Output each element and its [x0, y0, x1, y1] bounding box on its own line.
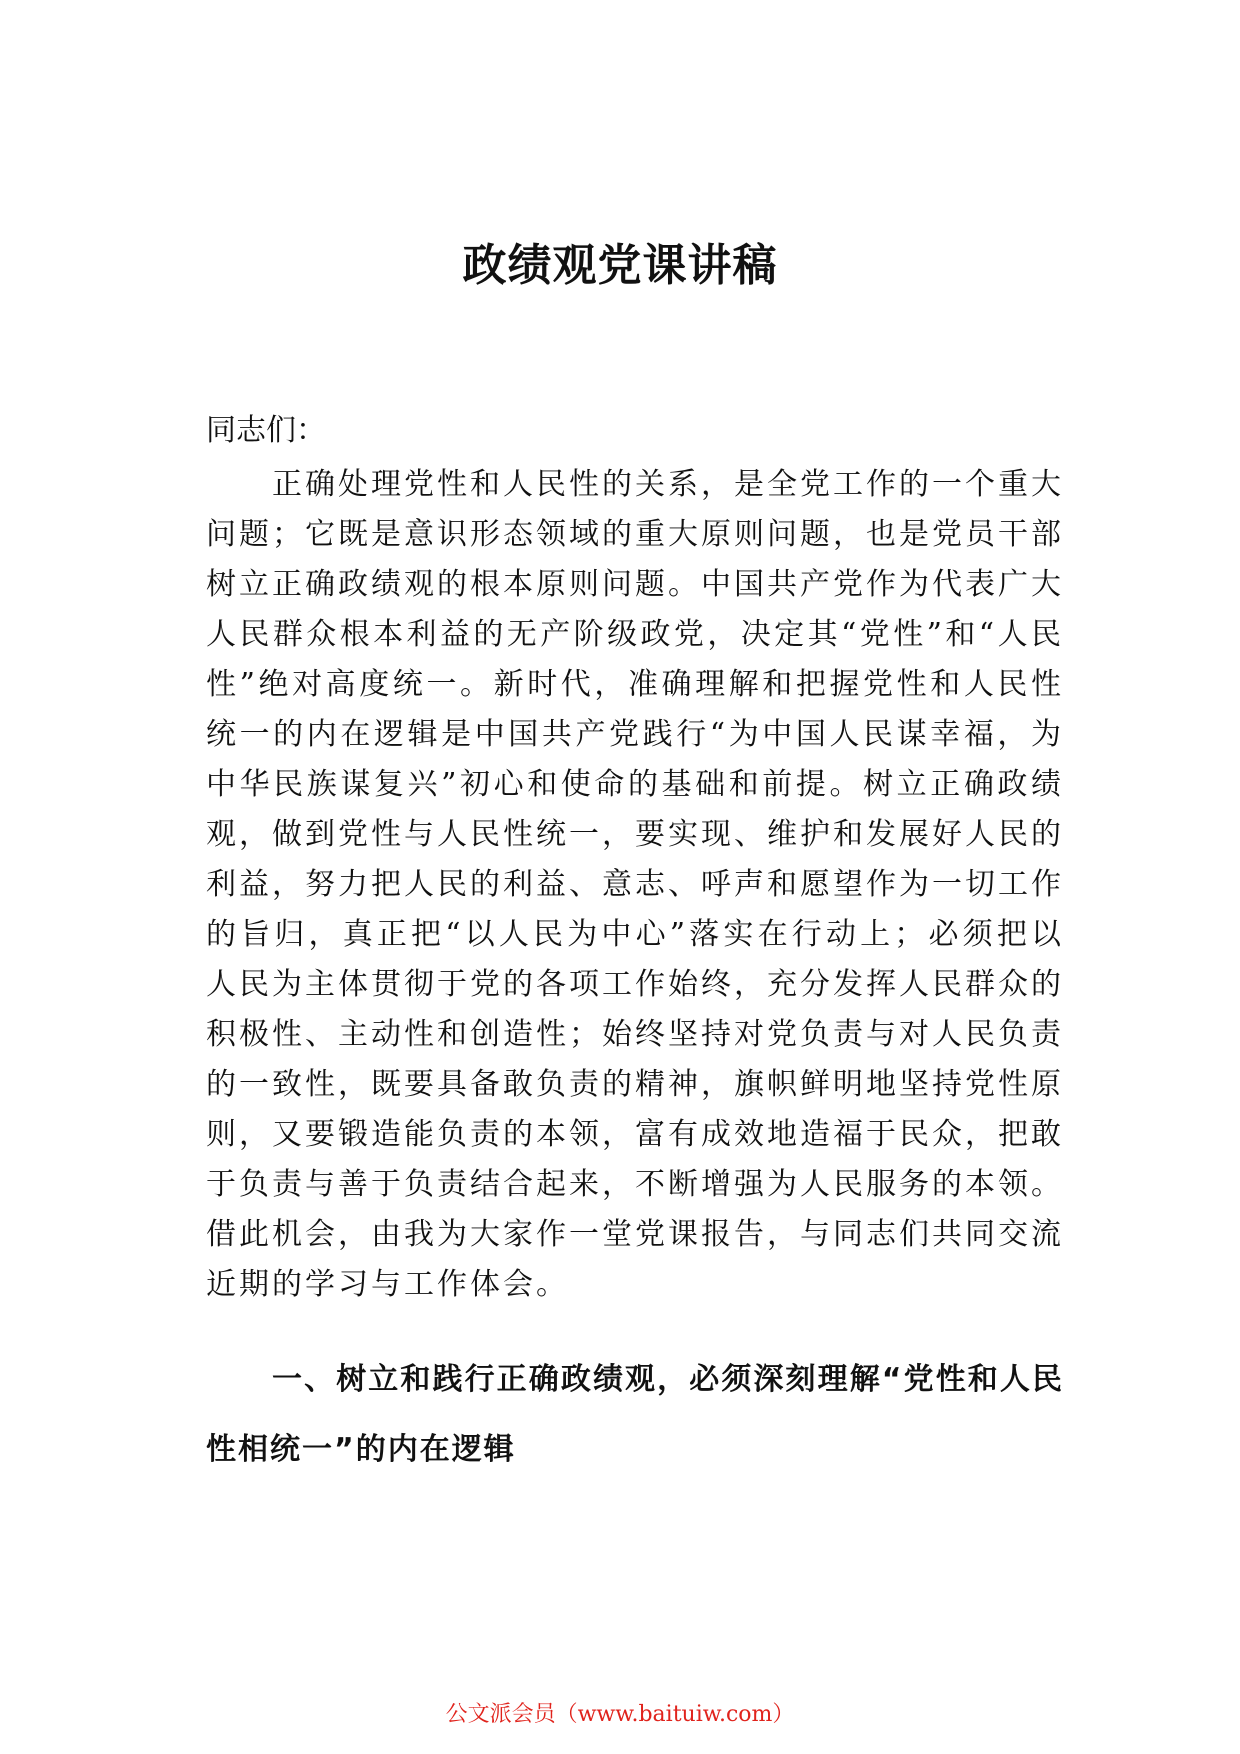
section-heading: 一、树立和践行正确政绩观，必须深刻理解“党性和人民性相统一”的内在逻辑	[206, 1362, 1064, 1467]
document-title: 政绩观党课讲稿	[462, 240, 778, 291]
footer-watermark: 公文派会员（www.baituiw.com）	[445, 1702, 795, 1727]
body-paragraph: 正确处理党性和人民性的关系，是全党工作的一个重大问题；它既是意识形态领域的重大原则问题，也是党员干部树立正确政绩观的根本原则问题。中国共产党作为代表广大人民群众根本利益的无产阶级政党，决定其“党性”和“人民性”绝对高度统一。新时代，准确理解和把握党性和人民性统一的内在逻辑是中国共产党践行“为中国人民谋幸福，为中华民族谋复兴”初心和使命的基础和前提。树立正确政绩观，做到党性与人民性统一，要实现、维护和发展好人民的利益，努力把人民的利益、意志、呼声和愿望作为一切工作的旨归，真正把“以人民为中心”落实在行动上；必须把以人民为主体贯彻于党的各项工作始终，充分发挥人民群众的积极性、主动性和创造性；始终坚持对党负责与对人民负责的一致性，既要具备敢负责的精神，旗帜鲜明地坚持党性原则，又要锻造能负责的本领，富有成效地造福于民众，把敢于负责与善于负责结合起来，不断增强为人民服务的本领。借此机会，由我为大家作一堂党课报告，与同志们共同交流近期的学习与工作体会。	[206, 467, 1064, 1302]
greeting: 同志们：	[206, 413, 326, 448]
